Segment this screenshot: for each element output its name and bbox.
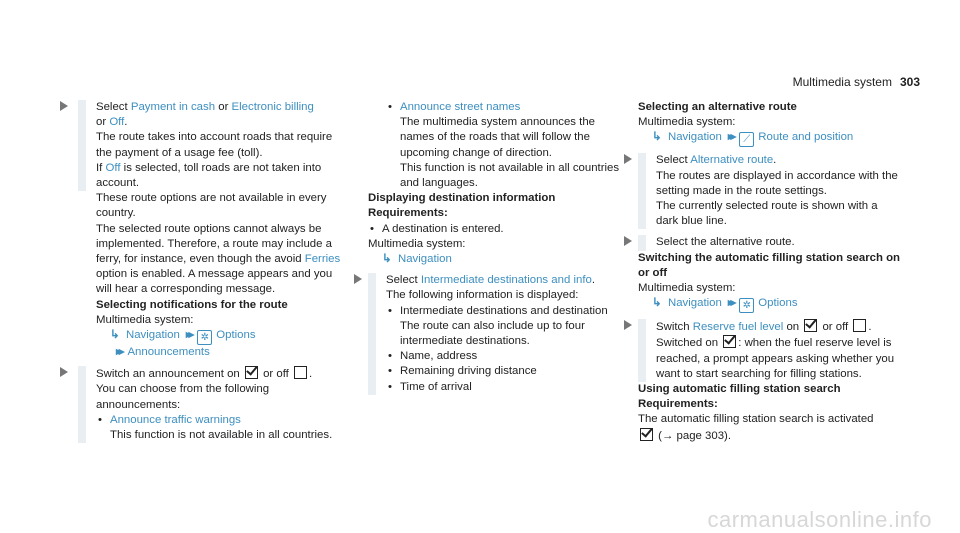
reserve-fuel-option[interactable]: Reserve fuel level xyxy=(692,321,784,334)
alternative-route-option[interactable]: Alternative route xyxy=(690,154,774,167)
bent-arrow-icon: ↳ xyxy=(110,329,120,342)
step-switch-announcement: Switch an announcement on or off . You can choose from the following announcements: • Announce traffic warnings This function is not available in all countries. xyxy=(78,366,348,443)
double-chevron-icon: ▸▸ xyxy=(116,346,122,359)
section-heading-using-search: Using automatic filling station search xyxy=(638,383,841,396)
nav-path-2: ▸▸ Announcements xyxy=(116,346,210,359)
checkbox-on-icon xyxy=(245,366,258,379)
off-link[interactable]: Off xyxy=(105,161,121,174)
step-arrow-icon xyxy=(624,236,632,246)
step-arrow-icon xyxy=(60,101,68,111)
bent-arrow-icon: ↳ xyxy=(382,253,392,266)
multimedia-label: Multimedia system: xyxy=(96,313,194,326)
column-2: • Announce street names The multimedia system announces the names of the roads that will follow the upcoming change of direction. This function is not available in all countries and languages. Displaying destination information Requirements: • A destination is entered. Multimedia system: ↳ Navigation Select Intermediate destinations and info. The following information is displayed: • Intermediate destinations and destination The route can also include up to four intermediate destinations. • Name, address • Remaining driving distance • Time of arrival xyxy=(368,100,626,395)
road-icon: ⟋ xyxy=(739,132,754,147)
step-select-payment: Select Payment in cash or Electronic billing or Off. The route takes into account roads that require the payment of a usage fee (toll). If Off is selected, toll roads are not taken into account. xyxy=(78,100,348,191)
toll-text: The route takes into account roads that require the payment of a usage fee (toll). xyxy=(96,131,333,159)
step-select-alt-route: Select Alternative route. The routes are displayed in accordance with the setting made in the route settings. The currently selected route is shown with a dark blue line. xyxy=(638,153,900,229)
checkbox-on-icon xyxy=(804,319,817,332)
gear-icon: ✲ xyxy=(739,298,754,313)
step-arrow-icon xyxy=(354,274,362,284)
off-option[interactable]: Off xyxy=(109,116,125,129)
checkbox-off-icon xyxy=(294,366,307,379)
section-heading-filling-station: Switching the automatic filling station search on or off xyxy=(638,251,901,279)
step-arrow-icon xyxy=(60,367,68,377)
step-switch-reserve: Switch Reserve fuel level on or off . Switched on : when the fuel reserve level is reached, a prompt appears asking whether you want to start searching for filling stations. xyxy=(638,319,900,382)
section-heading-alt-route: Selecting an alternative route xyxy=(638,101,797,113)
step-arrow-icon xyxy=(624,154,632,164)
nav-path: ↳ Navigation xyxy=(382,252,626,267)
double-chevron-icon: ▸▸ xyxy=(185,329,192,342)
step-select-alternative: Select the alternative route. xyxy=(638,235,900,250)
ferries-link[interactable]: Ferries xyxy=(304,253,341,266)
gear-icon: ✲ xyxy=(197,330,212,345)
column-3: Selecting an alternative route Multimedia system: ↳ Navigation ▸▸ ⟋ Route and position Select Alternative route. The routes are displayed in accordance with the setting made in the route settings. The currently selected route is shown with a dark blue line. Select the alternative route. Switching the automatic filling station search on or off Multimedia system: ↳ Navigation ▸▸ ✲ Options Switch Reserve fuel level on or off . Switched on : when the fuel reserve level is reached, a prompt appears asking whether you want to start searching for filling stations. Using automatic filling station search Requirements: The automatic filling station search is activated (→ page 303). xyxy=(638,100,900,444)
page-number: 303 xyxy=(899,75,920,89)
step-arrow-icon xyxy=(624,320,632,330)
payment-cash-option[interactable]: Payment in cash xyxy=(130,101,216,113)
page-reference-link[interactable]: (→ page 303). xyxy=(658,429,731,442)
electronic-billing-option[interactable]: Electronic billing xyxy=(231,101,314,113)
checkbox-on-icon xyxy=(640,428,653,441)
section-heading-notifications: Selecting notifications for the route xyxy=(96,298,288,311)
traffic-warnings-option[interactable]: Announce traffic warnings xyxy=(110,413,241,426)
double-chevron-icon: ▸▸ xyxy=(727,131,734,144)
page-header xyxy=(793,75,920,90)
checkbox-on-icon xyxy=(723,335,736,348)
nav-path-2: ↳ Navigation ▸▸ ✲ Options xyxy=(652,297,798,312)
double-chevron-icon: ▸▸ xyxy=(727,297,734,310)
street-names-option[interactable]: Announce street names xyxy=(400,101,521,113)
nav-path: ↳ Navigation ▸▸ ✲ Options xyxy=(110,329,256,344)
intermediate-destinations-option[interactable]: Intermediate destinations and info xyxy=(420,274,592,287)
bent-arrow-icon: ↳ xyxy=(652,297,662,310)
bent-arrow-icon: ↳ xyxy=(652,131,662,144)
section-title: Multimedia system xyxy=(792,75,892,89)
checkbox-off-icon xyxy=(853,319,866,332)
availability-text: These route options are not available in every country. xyxy=(96,192,327,220)
step-select-destinations: Select Intermediate destinations and info. The following information is displayed: • Intermediate destinations and destination The route can also include up to four intermediate destinations. • Name, address • Remaining driving distance • Time of arrival xyxy=(368,273,626,395)
nav-path: ↳ Navigation ▸▸ ⟋ Route and position xyxy=(652,131,854,146)
column-1 xyxy=(96,100,348,443)
watermark: carmanualsonline.info xyxy=(707,506,932,532)
section-heading-destination: Displaying destination information xyxy=(368,192,556,205)
route-options-text: The selected route options cannot always be implemented. Therefore, a route may include a ferry, for instance, even though the avoid Ferries option is enabled. A message appears and you will hear a corresponding message. xyxy=(96,222,341,296)
